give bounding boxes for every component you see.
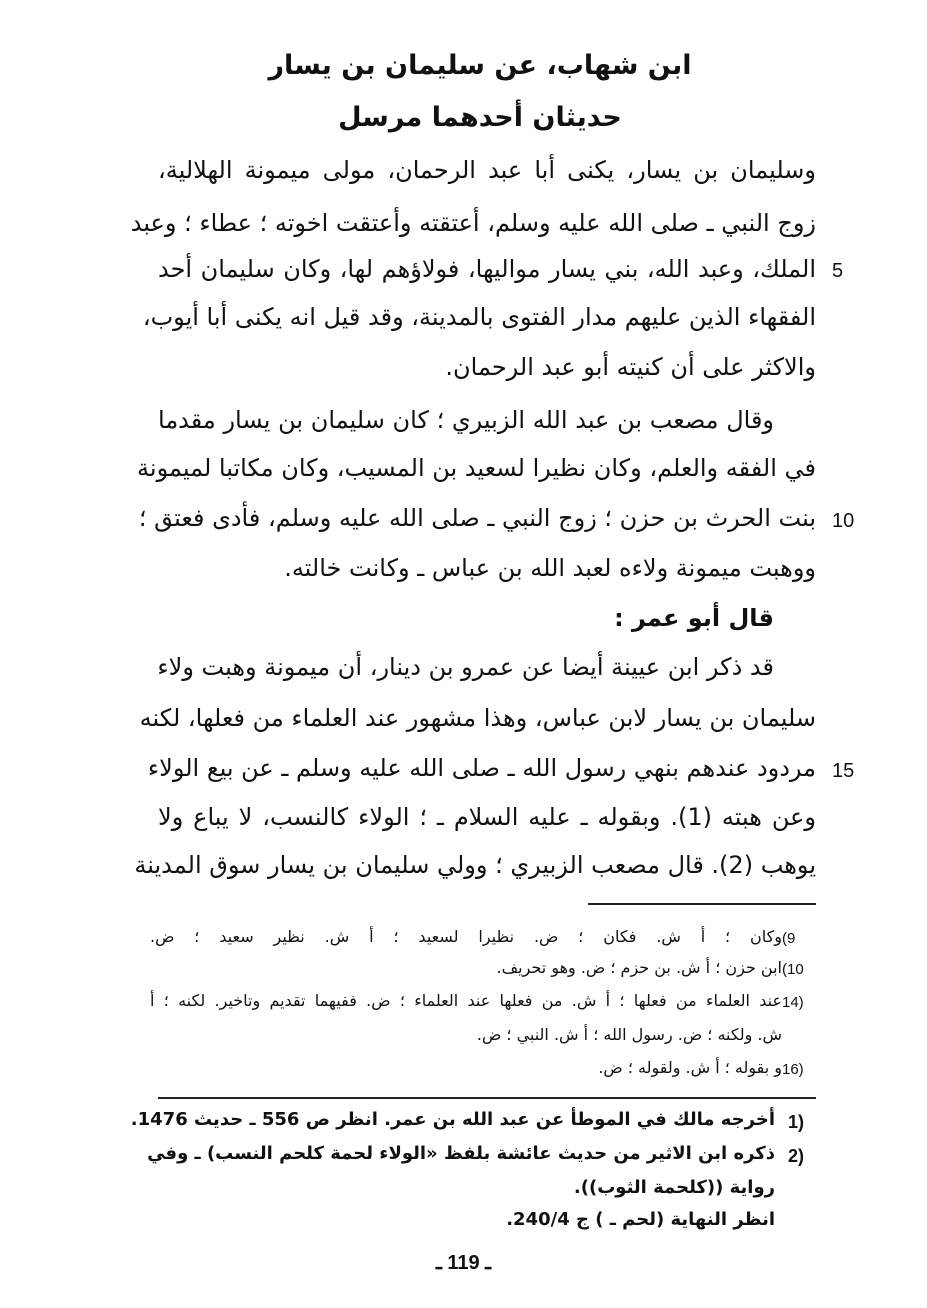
body-line-10: قد ذكر ابن عيينة أيضا عن عمرو بن دينار، أن ميمونة وهبت ولاء bbox=[157, 653, 774, 681]
footnote-2-line-2: رواية ((كلحمة الثوب)). bbox=[573, 1177, 775, 1198]
variant-note-10-number: (10 bbox=[782, 961, 804, 978]
footnotes-separator bbox=[158, 1097, 816, 1099]
line-number-10: 10 bbox=[832, 510, 855, 532]
body-line-9: ووهبت ميمونة ولاءه لعبد الله بن عباس ـ وكانت خالته. bbox=[284, 554, 816, 582]
footnote-1-number: 1) bbox=[788, 1112, 805, 1132]
body-line-4: الفقهاء الذين عليهم مدار الفتوى بالمدينة، وقد قيل انه يكنى أبا أيوب، bbox=[142, 303, 816, 331]
footnote-1: أخرجه مالك في الموطأ عن عبد الله بن عمر. انظر ص 556 ـ حديث 1476. bbox=[130, 1109, 775, 1130]
variant-note-9-number: (9 bbox=[782, 930, 796, 947]
variants-separator bbox=[588, 903, 816, 905]
variant-note-16: و بقوله ؛ أ ش. ولقوله ؛ ض. bbox=[598, 1058, 782, 1077]
line-number-5: 5 bbox=[832, 260, 844, 282]
body-line-13: وعن هبته (1). وبقوله ـ عليه السلام ـ ؛ الولاء كالنسب، لا يباع ولا bbox=[158, 803, 817, 831]
page-number: ـ 119 ـ bbox=[435, 1252, 492, 1274]
variant-note-9: وكان ؛ أ ش. فكان ؛ ض. نظيرا لسعيد ؛ أ ش. نظير سعيد ؛ ض. bbox=[150, 927, 782, 946]
footnote-2-number: 2) bbox=[788, 1146, 805, 1166]
body-line-12: مردود عندهم بنهي رسول الله ـ صلى الله عليه وسلم ـ عن بيع الولاء bbox=[147, 754, 816, 782]
variant-note-10: ابن حزن ؛ أ ش. بن حزم ؛ ض. وهو تحريف. bbox=[496, 958, 782, 977]
section-heading: قال أبو عمر : bbox=[614, 604, 774, 632]
variant-note-14: عند العلماء من فعلها ؛ أ ش. من فعلها عند العلماء ؛ ض. ففيهما تقديم وتاخير. لكنه ؛ أ bbox=[150, 991, 782, 1010]
line-number-15: 15 bbox=[832, 760, 855, 782]
variant-note-14-continued: ش. ولكنه ؛ ض. رسول الله ؛ أ ش. النبي ؛ ض. bbox=[476, 1025, 782, 1044]
body-line-6: وقال مصعب بن عبد الله الزبيري ؛ كان سليمان بن يسار مقدما bbox=[158, 406, 774, 434]
variant-note-14-number: 14) bbox=[782, 994, 804, 1011]
body-line-2: زوج النبي ـ صلى الله عليه وسلم، أعتقته وأعتقت اخوته ؛ عطاء ؛ وعبد bbox=[130, 209, 816, 237]
body-line-1: وسليمان بن يسار، يكنى أبا عبد الرحمان، مولى ميمونة الهلالية، bbox=[158, 156, 816, 184]
heading-line-1: ابن شهاب، عن سليمان بن يسار bbox=[268, 50, 692, 81]
body-line-14: يوهب (2). قال مصعب الزبيري ؛ وولي سليمان بن يسار سوق المدينة bbox=[134, 851, 816, 879]
body-line-11: سليمان بن يسار لابن عباس، وهذا مشهور عند العلماء من فعلها، لكنه bbox=[139, 704, 816, 732]
footnote-2-line-3: انظر النهاية (لحم ـ ) ج 240/4. bbox=[506, 1209, 775, 1230]
body-line-3: الملك، وعبد الله، بني يسار مواليها، فولاؤهم لها، وكان سليمان أحد bbox=[158, 255, 816, 283]
body-line-5: والاكثر على أن كنيته أبو عبد الرحمان. bbox=[445, 353, 816, 381]
footnote-2-line-1: ذكره ابن الاثير من حديث عائشة بلفظ «الولاء لحمة كلحم النسب) ـ وفي bbox=[147, 1143, 775, 1164]
heading-line-2: حديثان أحدهما مرسل bbox=[338, 102, 622, 133]
body-line-7: في الفقه والعلم، وكان نظيرا لسعيد بن المسيب، وكان مكاتبا لميمونة bbox=[137, 454, 816, 482]
body-line-8: بنت الحرث بن حزن ؛ زوج النبي ـ صلى الله عليه وسلم، فأدى فعتق ؛ bbox=[138, 504, 816, 532]
variant-note-16-number: 16) bbox=[782, 1061, 804, 1078]
